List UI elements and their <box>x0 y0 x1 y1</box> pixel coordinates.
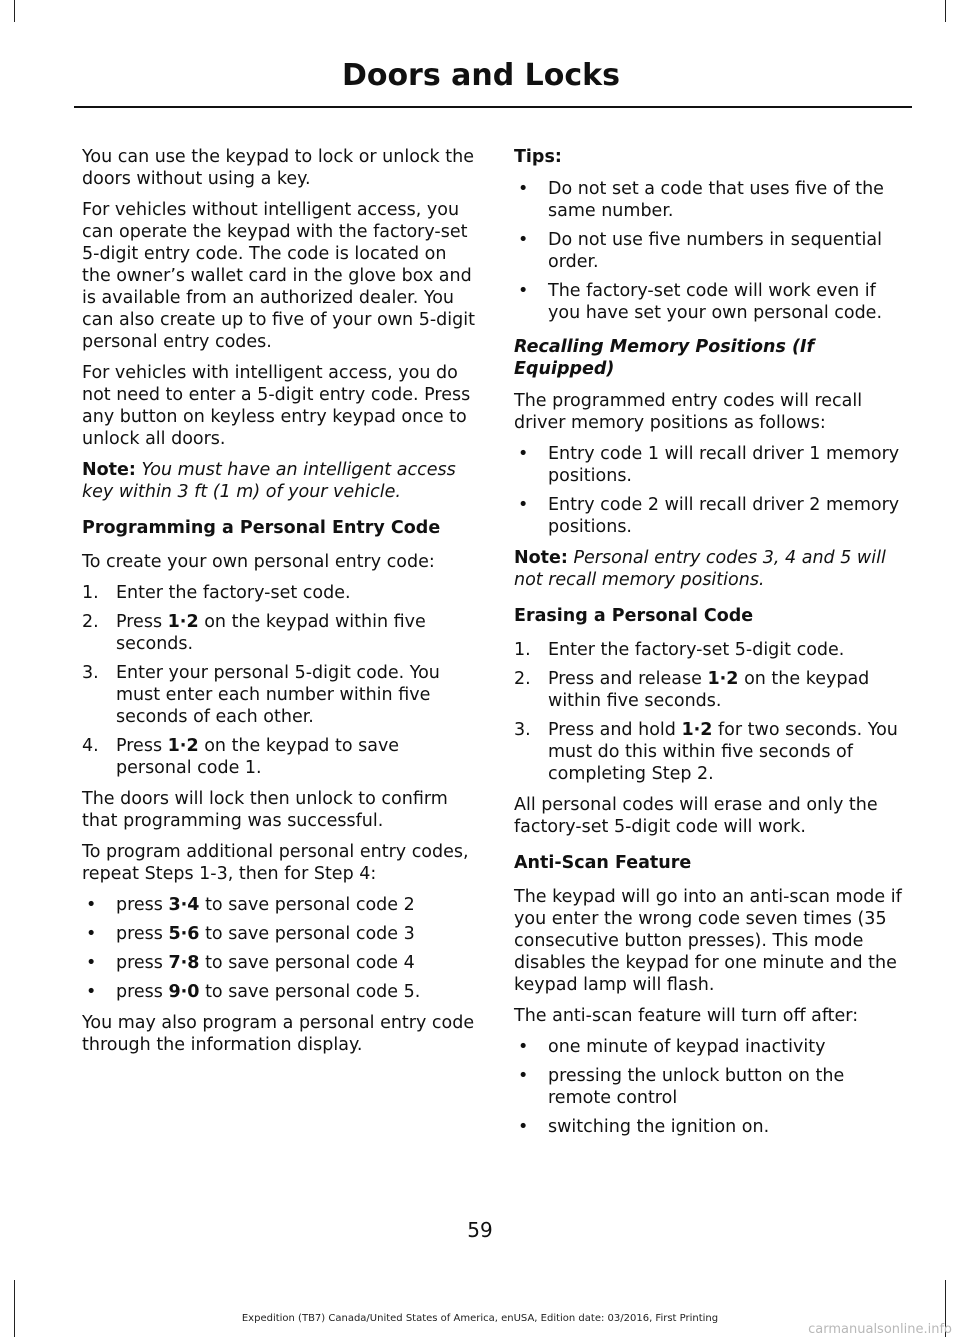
note <box>82 459 475 503</box>
create-code-intro: To create your own personal entry code: <box>82 552 435 572</box>
keypad-key: 1·2 <box>167 736 199 756</box>
list-item: • press 7·8 to save personal code 4 <box>86 953 415 973</box>
additional-codes-list <box>82 894 475 1003</box>
anti-scan-paragraph: The keypad will go into an anti-scan mode if you enter the wrong code seven times (35 consecutive button presses). This mode disables the keypad for one minute and the keypad lamp will flash. <box>514 887 902 995</box>
page-number: 59 <box>467 1218 493 1242</box>
tips-list <box>514 178 908 324</box>
erase-steps <box>514 639 908 785</box>
page-header-title: Doors and Locks <box>341 58 620 93</box>
watermark[interactable]: carmanualsonline.info <box>808 1322 952 1337</box>
keypad-key: 1·2 <box>681 720 713 740</box>
turn-off-intro: The anti-scan feature will turn off after: <box>514 1006 859 1026</box>
note-label: Note: <box>514 548 568 568</box>
keypad-key: 7·8 <box>168 953 200 973</box>
list-item: • Do not use five numbers in sequential order. <box>518 230 882 272</box>
additional-codes-paragraph: To program additional personal entry codes, repeat Steps 1-3, then for Step 4: <box>82 842 469 884</box>
heading-programming: Programming a Personal Entry Code <box>82 518 441 538</box>
list-item: • switching the ignition on. <box>518 1117 770 1137</box>
keypad-key: 5·6 <box>168 924 200 944</box>
edition-footer: Expedition (TB7) Canada/United States of America, enUSA, Edition date: 03/2016, First Printing <box>241 1313 719 1324</box>
list-item: • press 5·6 to save personal code 3 <box>86 924 415 944</box>
note-text: Personal entry codes 3, 4 and 5 will not recall memory positions. <box>514 548 886 590</box>
erase-result-paragraph: All personal codes will erase and only the factory-set 5-digit code will work. <box>514 795 878 837</box>
list-item: 2. Press and release 1·2 on the keypad within five seconds. <box>514 669 870 711</box>
list-item: • pressing the unlock button on the remote control <box>518 1066 845 1108</box>
list-item: 3. Enter your personal 5-digit code. You must enter each number within five seconds of each other. <box>82 663 440 727</box>
keypad-key: 3·4 <box>168 895 200 915</box>
turn-off-list <box>514 1036 908 1138</box>
recall-paragraph: The programmed entry codes will recall driver memory positions as follows: <box>514 391 863 433</box>
header-divider <box>74 106 912 108</box>
list-item: 1. Enter the factory-set 5-digit code. <box>514 640 845 660</box>
keypad-key: 1·2 <box>167 612 199 632</box>
heading-recalling-memory: Recalling Memory Positions (If Equipped) <box>514 337 815 379</box>
information-display-paragraph: You may also program a personal entry code through the information display. <box>82 1013 475 1055</box>
recall-list <box>514 443 908 538</box>
heading-erasing: Erasing a Personal Code <box>514 606 754 626</box>
list-item: • Entry code 2 will recall driver 2 memory positions. <box>518 495 900 537</box>
no-intelligent-access-paragraph: For vehicles without intelligent access, you can operate the keypad with the factory-set 5-digit entry code. The code is located on the owner’s wallet card in the glove box and is available from an authorized dealer. You can also create up to five of your own 5-digit personal entry codes. <box>82 200 475 352</box>
left-column <box>82 146 475 1065</box>
crop-mark-top-right-v <box>945 0 946 22</box>
list-item: • one minute of keypad inactivity <box>518 1037 826 1057</box>
right-column <box>514 146 908 1147</box>
list-item: 4. Press 1·2 on the keypad to save personal code 1. <box>82 736 400 778</box>
heading-anti-scan: Anti-Scan Feature <box>514 853 692 873</box>
keypad-key: 9·0 <box>168 982 200 1002</box>
note-text: You must have an intelligent access key within 3 ft (1 m) of your vehicle. <box>82 460 456 502</box>
list-item: 1. Enter the factory-set code. <box>82 583 351 603</box>
list-item: • Entry code 1 will recall driver 1 memory positions. <box>518 444 900 486</box>
list-item: 3. Press and hold 1·2 for two seconds. You must do this within five seconds of completing Step 2. <box>514 720 898 784</box>
list-item: 2. Press 1·2 on the keypad within five seconds. <box>82 612 426 654</box>
list-item: • Do not set a code that uses five of the same number. <box>518 179 884 221</box>
programming-steps <box>82 582 475 779</box>
tips-label: Tips: <box>514 147 562 167</box>
note-label: Note: <box>82 460 136 480</box>
note <box>514 547 908 591</box>
intro-paragraph: You can use the keypad to lock or unlock the doors without using a key. <box>82 147 474 189</box>
confirm-paragraph: The doors will lock then unlock to confirm that programming was successful. <box>82 789 448 831</box>
keypad-key: 1·2 <box>707 669 739 689</box>
list-item: • press 9·0 to save personal code 5. <box>86 982 421 1002</box>
list-item: • press 3·4 to save personal code 2 <box>86 895 415 915</box>
list-item: • The factory-set code will work even if you have set your own personal code. <box>518 281 883 323</box>
intelligent-access-paragraph: For vehicles with intelligent access, you do not need to enter a 5-digit entry code. Press any button on keyless entry keypad once to unlock all doors. <box>82 363 471 449</box>
crop-mark-top-left-v <box>14 0 15 22</box>
crop-mark-bottom-left-v <box>14 1280 15 1337</box>
